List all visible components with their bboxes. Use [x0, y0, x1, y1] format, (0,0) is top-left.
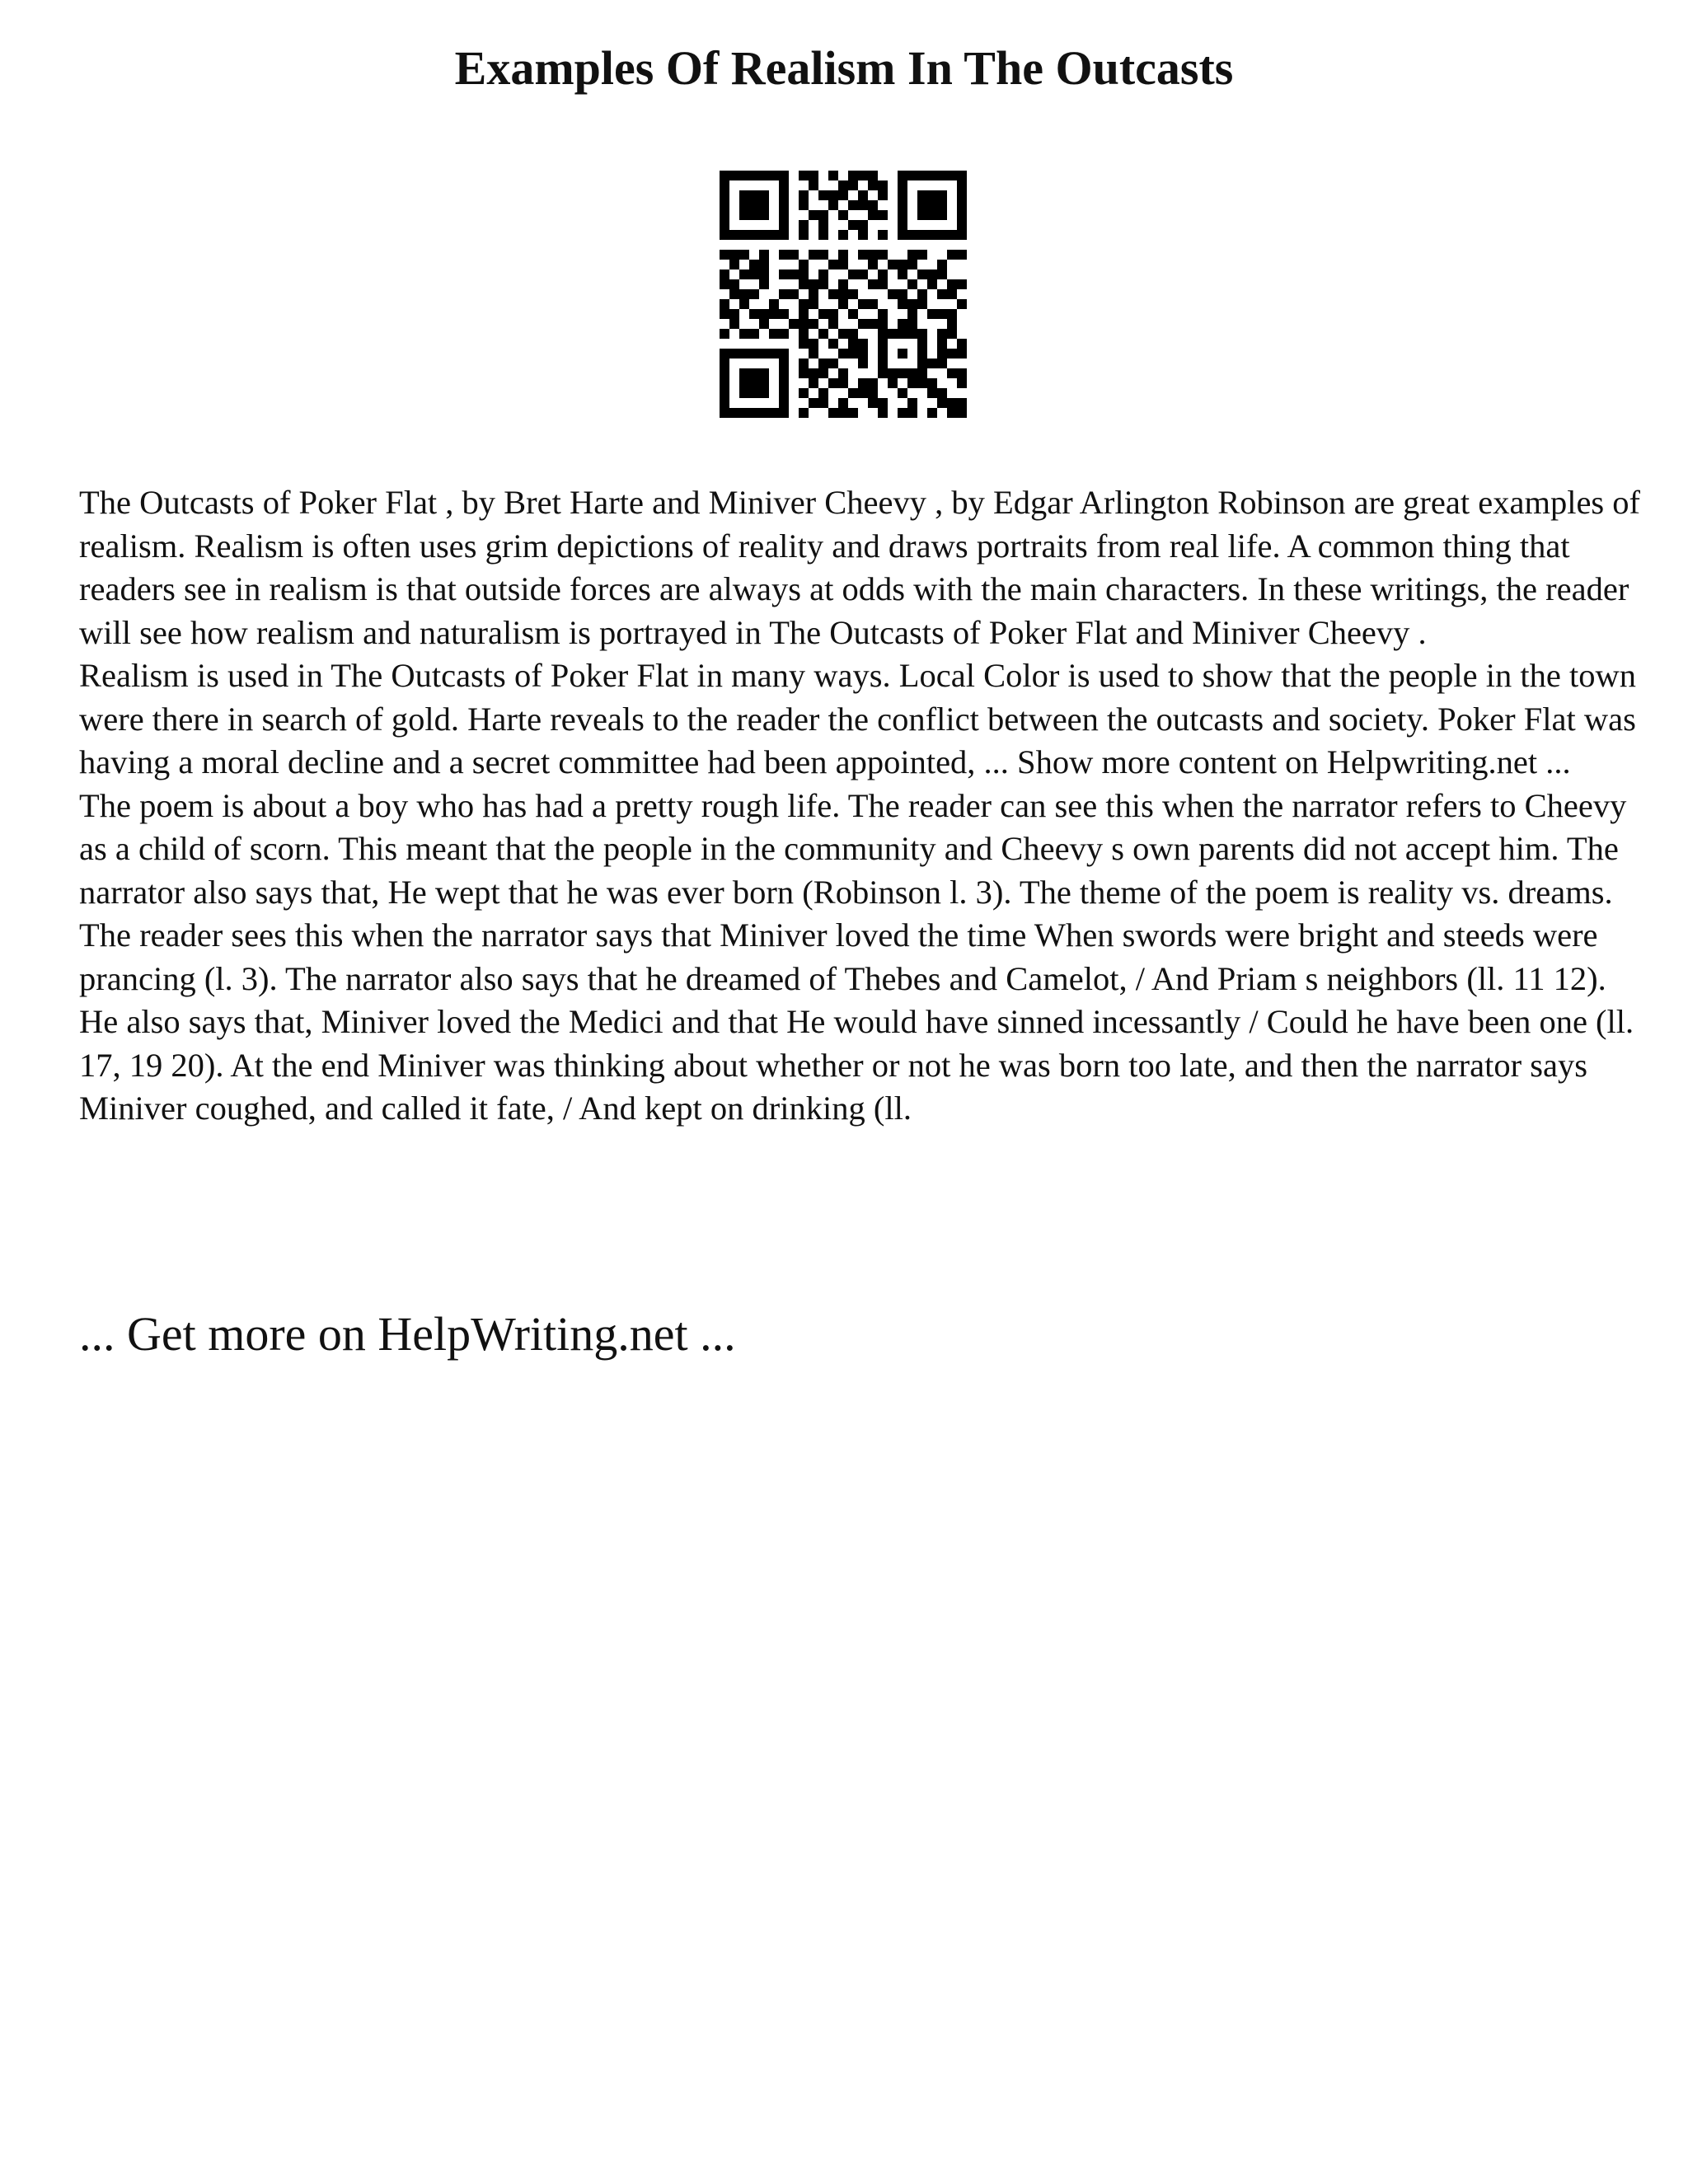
- paragraph-2: Realism is used in The Outcasts of Poker Flat in many ways. Local Color is used to show that the people in the town were there in search of gold. Harte reveals to the reader the conflict between the outcasts and society. Poker Flat was having a moral decline and a secret committee had been appointed, ... Show more content on Helpwriting.net ...: [79, 657, 1636, 780]
- paragraph-3: The poem is about a boy who has had a pretty rough life. The reader can see this when the narrator refers to Cheevy as a child of scorn. This meant that the people in the community and Cheevy s own parents did not accept him. The narrator also says that, He wept that he was ever born (Robinson l. 3). The theme of the poem is reality vs. dreams. The reader sees this when the narrator says that Miniver loved the time When swords were bright and steeds were prancing (l. 3). The narrator also says that he dreamed of Thebes and Camelot, / And Priam s neighbors (ll. 11 12). He also says that, Miniver loved the Medici and that He would have sinned incessantly / Could he have been one (ll. 17, 19 20). At the end Miniver was thinking about whether or not he was born too late, and then the narrator says Miniver coughed, and called it fate, / And kept on drinking (ll.: [79, 786, 1634, 1127]
- document-title: Examples Of Realism In The Outcasts: [454, 41, 1234, 95]
- qr-code-icon: [720, 171, 967, 418]
- document-body: [79, 481, 1645, 1131]
- get-more-link[interactable]: ... Get more on HelpWriting.net ...: [79, 1307, 736, 1361]
- paragraph-1: The Outcasts of Poker Flat , by Bret Harte and Miniver Cheevy , by Edgar Arlington Robinson are great examples of realism. Realism is often uses grim depictions of reality and draws portraits from real life. A common thing that readers see in realism is that outside forces are always at odds with the main characters. In these writings, the reader will see how realism and naturalism is portrayed in The Outcasts of Poker Flat and Miniver Cheevy .: [79, 484, 1641, 651]
